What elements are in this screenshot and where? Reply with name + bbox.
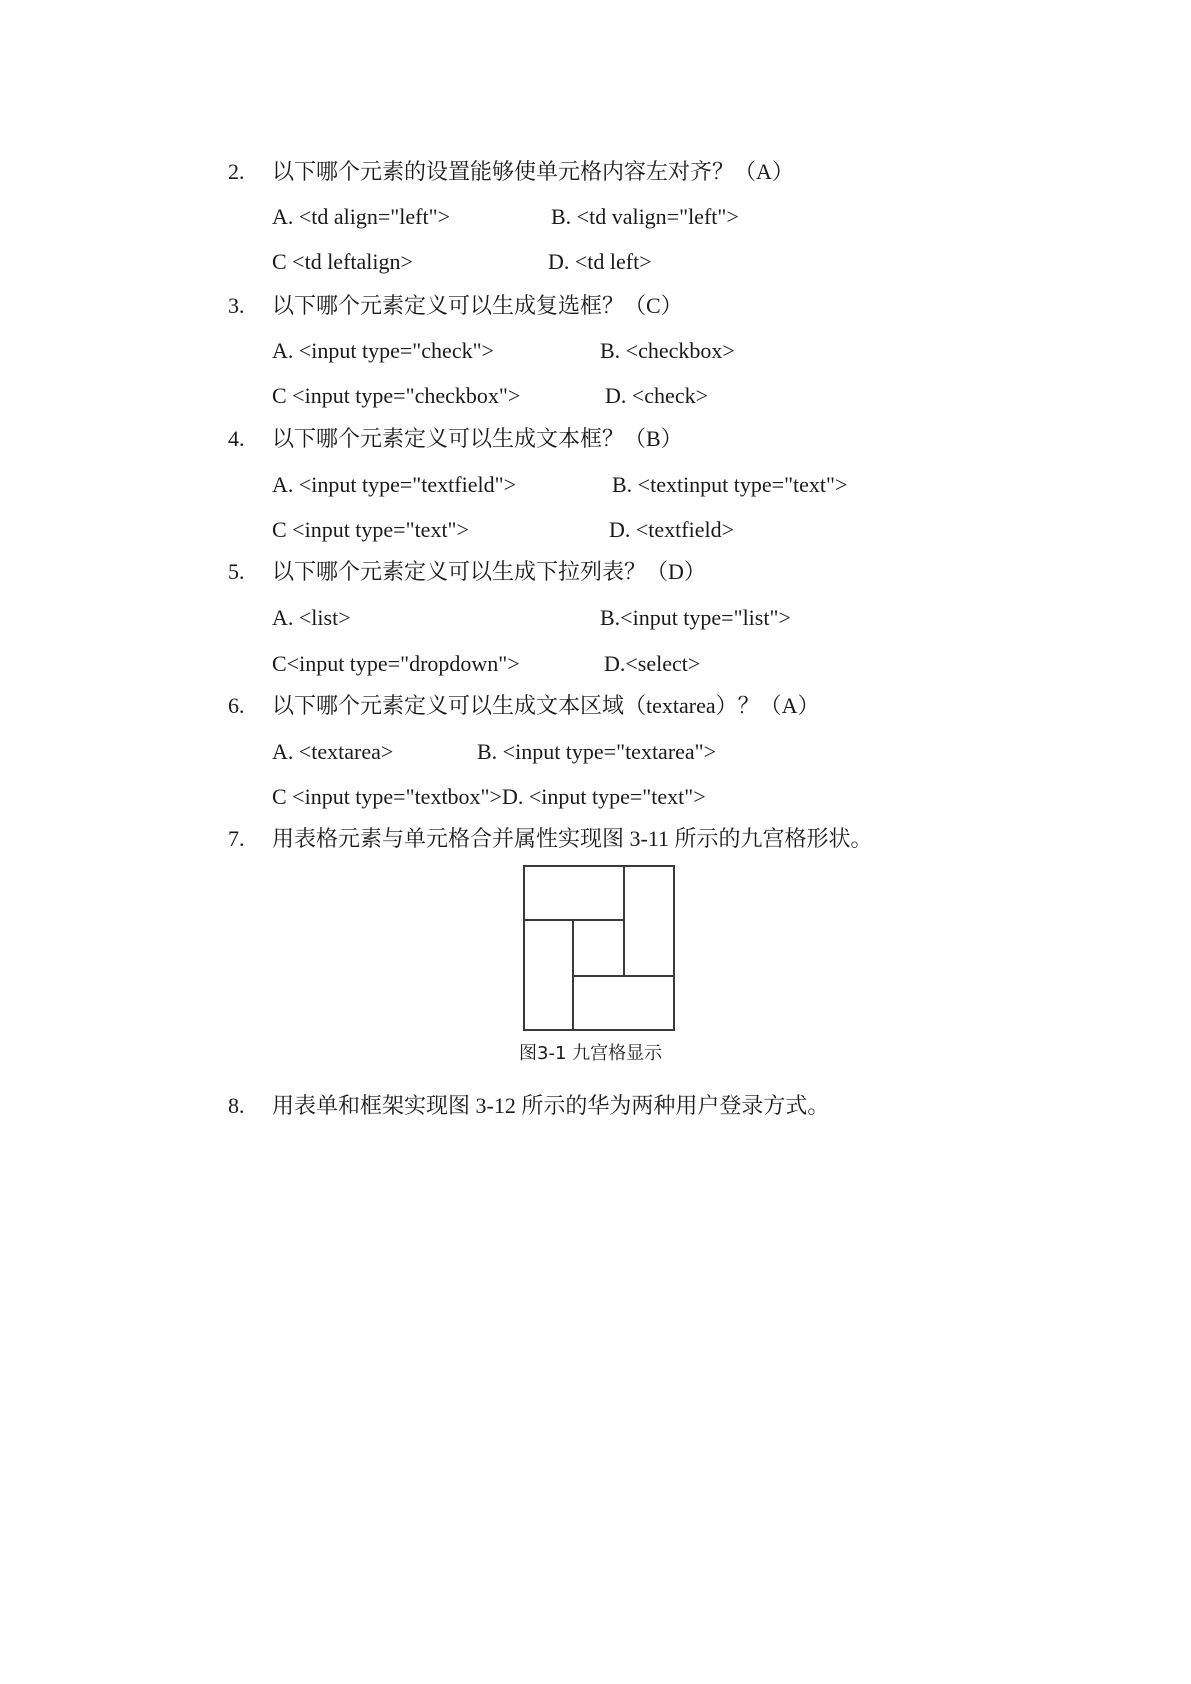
question-3-option-a: A. <input type="check"> (272, 338, 494, 363)
grid-cell-center (572, 919, 625, 977)
question-5-option-d: D.<select> (604, 651, 701, 676)
question-5-option-a: A. <list> (272, 605, 351, 630)
question-3-text: 以下哪个元素定义可以生成复选框？（C） (272, 293, 683, 318)
question-2-number: 2. (228, 159, 245, 184)
question-2-text: 以下哪个元素的设置能够使单元格内容左对齐？（A） (272, 159, 794, 184)
question-7-number: 7. (228, 826, 245, 851)
question-3-option-b: B. <checkbox> (600, 338, 735, 363)
question-4-option-a: A. <input type="textfield"> (272, 472, 516, 497)
question-3-option-c: C <input type="checkbox"> (272, 383, 521, 408)
question-6-number: 6. (228, 693, 245, 718)
question-8-text: 用表单和框架实现图 3-12 所示的华为两种用户登录方式。 (272, 1093, 830, 1118)
question-3-option-d: D. <check> (605, 383, 708, 408)
question-8-number: 8. (228, 1093, 245, 1118)
grid-cell-top-right (623, 865, 675, 977)
question-5-option-b: B.<input type="list"> (600, 605, 791, 630)
grid-cell-bottom-right (572, 975, 675, 1031)
figure-caption: 图3-1 九宫格显示 (519, 1043, 663, 1064)
grid-cell-top-left (523, 865, 625, 921)
question-2-option-d: D. <td left> (548, 249, 652, 274)
question-5-number: 5. (228, 559, 245, 584)
question-5-text: 以下哪个元素定义可以生成下拉列表？（D） (272, 559, 706, 584)
question-4-number: 4. (228, 426, 245, 451)
question-6-option-b: B. <input type="textarea"> (477, 739, 717, 764)
question-2-option-a: A. <td align="left"> (272, 204, 450, 229)
nine-grid-figure (523, 865, 675, 1031)
question-4-option-c: C <input type="text"> (272, 517, 469, 542)
question-7-text: 用表格元素与单元格合并属性实现图 3-11 所示的九宫格形状。 (272, 826, 873, 851)
question-4-text: 以下哪个元素定义可以生成文本框？（B） (272, 426, 683, 451)
question-3-number: 3. (228, 293, 245, 318)
question-4-option-b: B. <textinput type="text"> (612, 472, 848, 497)
question-4-option-d: D. <textfield> (609, 517, 735, 542)
question-6-option-a: A. <textarea> (272, 739, 394, 764)
question-6-text: 以下哪个元素定义可以生成文本区域（textarea）？（A） (272, 693, 820, 718)
grid-cell-bottom-left (523, 919, 574, 1031)
question-5-option-c: C<input type="dropdown"> (272, 651, 520, 676)
question-2-option-b: B. <td valign="left"> (551, 204, 739, 229)
question-2-option-c: C <td leftalign> (272, 249, 413, 274)
question-6-option-cd: C <input type="textbox">D. <input type="text"> (272, 784, 706, 809)
